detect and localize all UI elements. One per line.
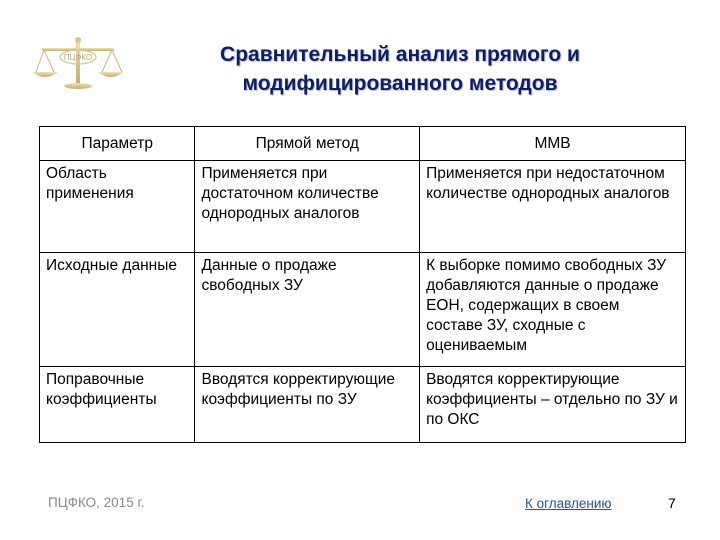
table-cell: Вводятся корректирующие коэффициенты по ЗУ bbox=[195, 367, 420, 443]
table-cell: Исходные данные bbox=[40, 253, 195, 367]
table-cell: Вводятся корректирующие коэффициенты – отдельно по ЗУ и по ОКС bbox=[420, 367, 686, 443]
table-cell: Применяется при достаточном количестве однородных аналогов bbox=[195, 161, 420, 253]
table-cell: Область применения bbox=[40, 161, 195, 253]
table-row bbox=[40, 253, 686, 367]
title-line-1: Сравнительный анализ прямого и bbox=[220, 43, 580, 66]
table-cell: Поправочные коэффициенты bbox=[40, 367, 195, 443]
title-line-2: модифицированного методов bbox=[242, 72, 558, 95]
table-cell: К выборке помимо свободных ЗУ добавляются данные о продаже ЕОН, содержащих в своем составе ЗУ, сходные с оцениваемым bbox=[420, 253, 686, 367]
logo-text: ПЦФКО bbox=[63, 53, 93, 62]
table-cell: Данные о продаже свободных ЗУ bbox=[195, 253, 420, 367]
comparison-table bbox=[39, 126, 686, 443]
header-mmv: ММВ bbox=[420, 127, 686, 161]
table-row bbox=[40, 367, 686, 443]
table-header-row bbox=[40, 127, 686, 161]
header-parameter: Параметр bbox=[40, 127, 195, 161]
logo bbox=[28, 34, 128, 92]
page-title bbox=[150, 40, 650, 98]
table-row bbox=[40, 161, 686, 253]
table-cell: Применяется при недостаточном количестве однородных аналогов bbox=[420, 161, 686, 253]
scales-icon bbox=[28, 34, 128, 92]
table-of-contents-link[interactable]: К оглавлению bbox=[525, 496, 612, 511]
header-direct-method: Прямой метод bbox=[195, 127, 420, 161]
footer-org: ПЦФКО, 2015 г. bbox=[48, 495, 145, 510]
page-number: 7 bbox=[668, 495, 676, 511]
